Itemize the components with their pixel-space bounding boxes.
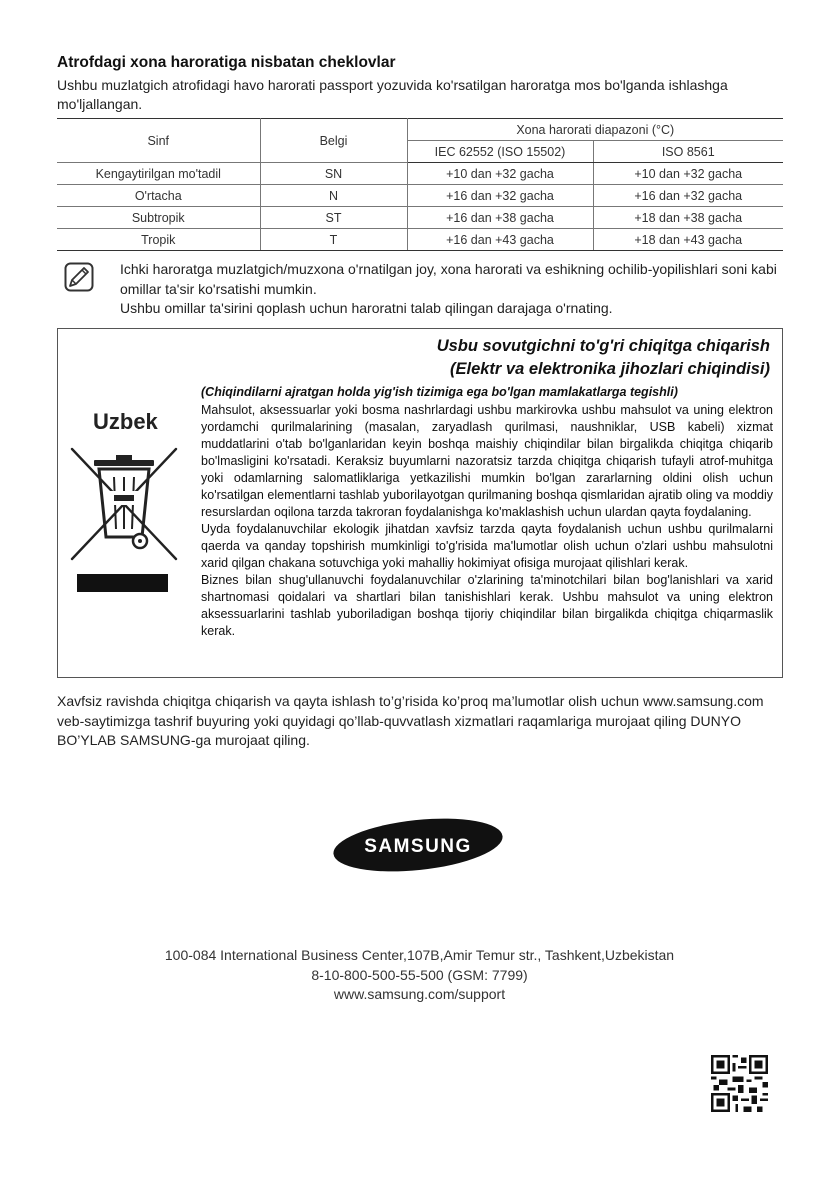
header-iso: ISO 8561 [593, 141, 783, 163]
recycling-info-text: Xavfsiz ravishda chiqitga chiqarish va qayta ishlash to’g’risida ko’proq ma’lumotlar olish uchun www.samsung.com veb-saytimizga tashrif buyuring yoki quyidagi qo’llab-quvvatlash xizmatlari raqamlariga murojaat qiling DUNYO BO’YLAB SAMSUNG-ga murojaat qiling. [57, 693, 764, 748]
section-title: Atrofdagi xona haroratiga nisbatan cheklovlar [57, 54, 396, 71]
language-label: Uzbek [93, 409, 158, 434]
note-line-2: Ushbu omillar ta'sirini qoplash uchun haroratni talab qilingan darajaga o'rnating. [120, 300, 613, 316]
weee-title-line-2: (Elektr va elektronika jihozlari chiqindisi) [449, 360, 770, 378]
weee-paragraph-3: Biznes bilan shug'ullanuvchi foydalanuvchilar o'zlarining ta'minotchilari bilan bog'lanishlari va xarid shartnomasi qoidalari va shartlari bilan tanishishlari kerak. Ushbu mahsulot va uning elektron aksessuarlarini tashlab yuboriladigan boshqa tijoriy chiqindilar bilan birgalikda chiqitga chiqarmaslik kerak. [201, 573, 773, 638]
cell-iec: +16 dan +43 gacha [407, 229, 593, 251]
cell-class: O'rtacha [57, 185, 260, 207]
qr-code-icon [711, 1055, 768, 1112]
weee-subtitle: (Chiqindilarni ajratgan holda yig'ish tizimiga ega bo'lgan mamlakatlarga tegishli) [201, 385, 678, 399]
note-line-1: Ichki haroratga muzlatgich/muzxona o'rnatilgan joy, xona harorati va eshikning ochilib-yopilishlari soni kabi omillar ta'sir ko'rsatishi mumkin. [120, 261, 777, 297]
cell-class: Subtropik [57, 207, 260, 229]
contact-phone: 8-10-800-500-55-500 (GSM: 7799) [311, 966, 528, 983]
contact-block [0, 946, 839, 1005]
header-iec: IEC 62552 (ISO 15502) [407, 141, 593, 163]
note-text [120, 260, 785, 319]
samsung-logo-text: SAMSUNG [364, 836, 472, 857]
cell-symbol: SN [260, 163, 407, 185]
crossed-bin-icon [68, 445, 180, 563]
table-row [57, 207, 783, 229]
table-row [57, 229, 783, 251]
section-intro: Ushbu muzlatgich atrofidagi havo harorati passport yozuvida ko'rsatilgan haroratga mos bo'lganda ishlashga mo'ljallangan. [57, 77, 728, 112]
weee-title [437, 335, 770, 381]
header-class: Sinf [57, 119, 260, 163]
header-range: Xona harorati diapazoni (°C) [407, 119, 783, 141]
table-row [57, 163, 783, 185]
contact-address: 100-084 International Business Center,107B,Amir Temur str., Tashkent,Uzbekistan [164, 947, 675, 963]
cell-iso: +10 dan +32 gacha [593, 163, 783, 185]
header-symbol: Belgi [260, 119, 407, 163]
cell-symbol: T [260, 229, 407, 251]
samsung-logo [332, 816, 504, 874]
cell-iso: +16 dan +32 gacha [593, 185, 783, 207]
weee-body [201, 402, 773, 640]
note-pencil-icon [64, 262, 94, 292]
cell-iec: +16 dan +32 gacha [407, 185, 593, 207]
contact-website: www.samsung.com/support [333, 986, 506, 1002]
cell-class: Kengaytirilgan mo'tadil [57, 163, 260, 185]
weee-title-line-1: Usbu sovutgichni to'g'ri chiqitga chiqarish [436, 337, 770, 355]
cell-iec: +10 dan +32 gacha [407, 163, 593, 185]
cell-iec: +16 dan +38 gacha [407, 207, 593, 229]
table-row [57, 185, 783, 207]
cell-symbol: N [260, 185, 407, 207]
weee-disposal-box [57, 328, 783, 678]
climate-class-table [57, 118, 783, 251]
cell-iso: +18 dan +38 gacha [593, 207, 783, 229]
black-bar [77, 574, 168, 592]
cell-iso: +18 dan +43 gacha [593, 229, 783, 251]
cell-class: Tropik [57, 229, 260, 251]
weee-paragraph-2: Uyda foydalanuvchilar ekologik jihatdan xavfsiz tarzda qayta foydalanish uchun ushbu qurilmalarni qaerda va qanday topshirish mumkinligi to'g'risida ma'lumotlar olish uchun o'zlari ushbu mahsulotni xarid qilgan chakana sotuvchiga yoki mahalliy hokimiyat ofisiga murojaat qilishlari kerak. [201, 522, 773, 570]
weee-paragraph-1: Mahsulot, aksessuarlar yoki bosma nashrlardagi ushbu markirovka ushbu mahsulot va uning elektron yordamchi qurilmalarining (masalan, zaryadlash qurilmasi, naushniklar, USB kabeli) xizmat muddatlarini o'tab bo'lganlaridan keyin boshqa maishiy chiqindilar bilan birgalikda chiqitga chiqarib bo'lmasligini ko'rsatadi. Keraksiz buyumlarni nazoratsiz tarzda chiqitga chiqarish tufayli atrof-muhitga yoki odamlarning salomatliklariga yetkazilishi mumkin bo'lgan zararlarning oldini olish uchun ko'rsatilgan elementlarni tashlab yuborilayotgan qurilmaning boshqa qismlaridan ajratib oling va moddiy resurslardan oqilona tarzda takroran foydalanishga ko'maklashish uchun ulardan qayta foydalaning. [201, 403, 773, 519]
cell-symbol: ST [260, 207, 407, 229]
